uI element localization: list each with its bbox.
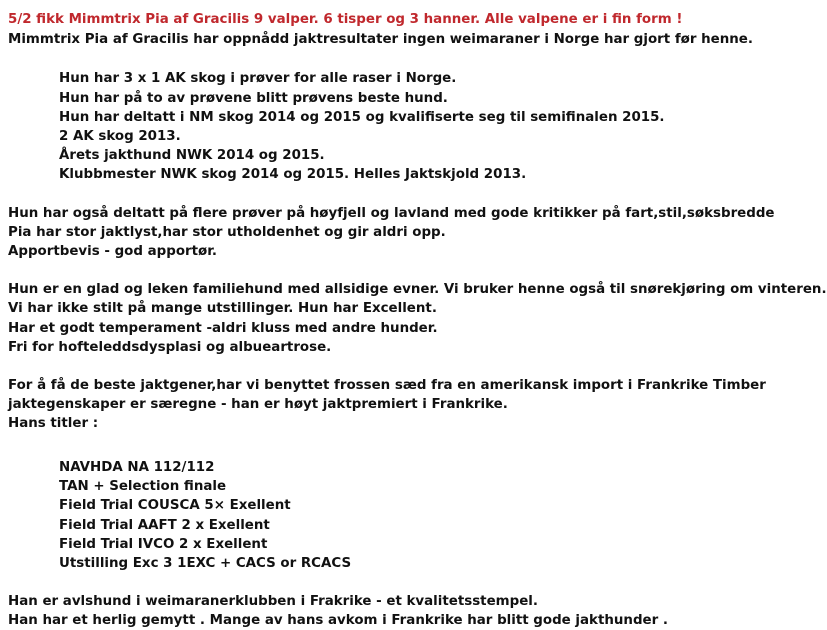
achievement-line: Årets jakthund NWK 2014 og 2015. [59,148,325,163]
title-line: NAVHDA NA 112/112 [59,460,215,475]
title-line: Utstilling Exc 3 1EXC + CACS or RCACS [59,556,352,571]
titles-heading: Hans titler : [8,416,99,431]
family-paragraph-line: Fri for hofteleddsdysplasi og albueartrose. [8,340,332,355]
sire-paragraph-line: For å få de beste jaktgener,har vi benyttet frossen sæd fra en amerikansk import i Frankrike Timber [8,378,766,393]
closing-line: Han er avlshund i weimaranerklubben i Frakrike - et kvalitetsstempel. [8,594,538,609]
hunting-paragraph-line: Pia har stor jaktlyst,har stor utholdenhet og gir aldri opp. [8,225,446,240]
hunting-paragraph-line: Apportbevis - god apportør. [8,244,217,259]
title-line: Field Trial COUSCA 5× Exellent [59,498,291,513]
sire-paragraph-line: jaktegenskaper er særegne - han er høyt jaktpremiert i Frankrike. [8,397,508,412]
achievement-line: Hun har 3 x 1 AK skog i prøver for alle raser i Norge. [59,71,457,86]
title-line: Field Trial IVCO 2 x Exellent [59,537,268,552]
title-line: TAN + Selection finale [59,479,227,494]
hunting-paragraph-line: Hun har også deltatt på flere prøver på høyfjell og lavland med gode kritikker på fart,stil,søksbredde [8,206,775,221]
title-line: Field Trial AAFT 2 x Exellent [59,518,270,533]
achievement-line: 2 AK skog 2013. [59,129,181,144]
achievement-line: Hun har deltatt i NM skog 2014 og 2015 og kvalifiserte seg til semifinalen 2015. [59,110,665,125]
family-paragraph-line: Har et godt temperament -aldri kluss med andre hunder. [8,321,438,336]
family-paragraph-line: Vi har ikke stilt på mange utstillinger. Hun har Excellent. [8,301,437,316]
family-paragraph-line: Hun er en glad og leken familiehund med allsidige evner. Vi bruker henne også til snørekjøring om vinteren. [8,282,827,297]
closing-line: Han har et herlig gemytt . Mange av hans avkom i Frankrike har blitt gode jakthunder . [8,613,668,628]
achievement-line: Klubbmester NWK skog 2014 og 2015. Helles Jaktskjold 2013. [59,167,527,182]
intro-text: Mimmtrix Pia af Gracilis har oppnådd jaktresultater ingen weimaraner i Norge har gjort før henne. [8,32,753,47]
headline: 5/2 fikk Mimmtrix Pia af Gracilis 9 valper. 6 tisper og 3 hanner. Alle valpene er i fin form ! [8,12,683,27]
achievement-line: Hun har på to av prøvene blitt prøvens beste hund. [59,91,448,106]
